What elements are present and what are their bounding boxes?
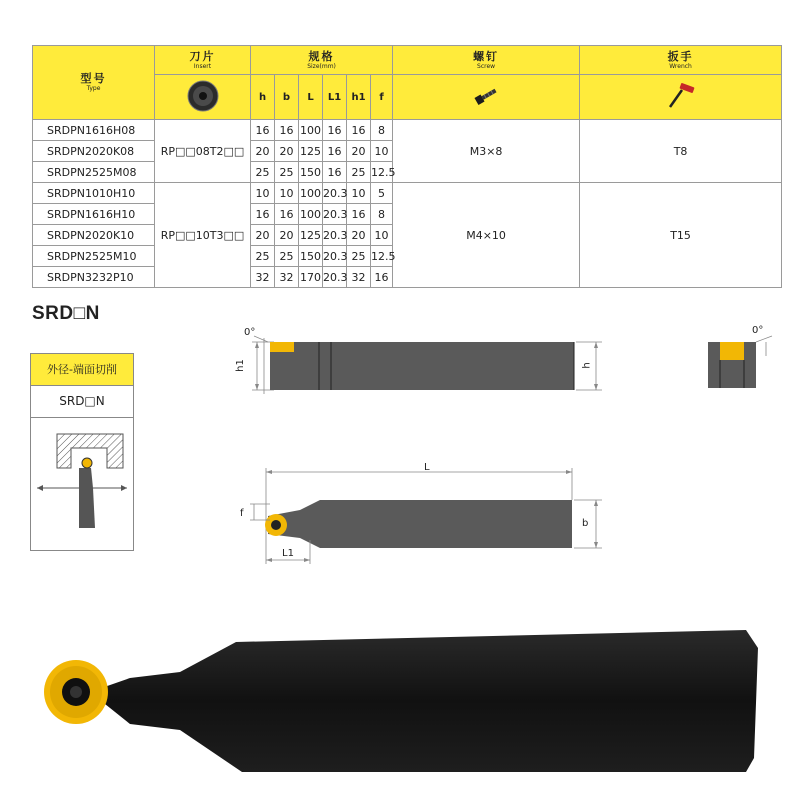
type-cell: SRDPN1616H08	[33, 120, 155, 141]
dim-cell: 20.3	[323, 246, 347, 267]
L1-label: L1	[282, 548, 294, 559]
dim-cell: 20	[251, 141, 275, 162]
dim-cell: 16	[347, 120, 371, 141]
dim-cell: 20	[275, 141, 299, 162]
wrench-header: 扳手 Wrench	[580, 46, 782, 75]
application-box	[30, 353, 134, 551]
application-model: SRD□N	[31, 386, 133, 418]
dim-cell: 25	[251, 162, 275, 183]
side-view-drawing	[224, 322, 614, 402]
dim-cell: 20.3	[323, 225, 347, 246]
dim-cell: 20	[275, 225, 299, 246]
dim-cell: 32	[251, 267, 275, 288]
dim-cell: 16	[323, 141, 347, 162]
type-cell: SRDPN1010H10	[33, 183, 155, 204]
dim-cell: 150	[299, 162, 323, 183]
dim-cell: 12.5	[371, 162, 393, 183]
dim-cell: 125	[299, 141, 323, 162]
dim-cell: 100	[299, 183, 323, 204]
dim-cell: 16	[251, 204, 275, 225]
dim-cell: 16	[275, 120, 299, 141]
dim-header-f: f	[371, 75, 393, 120]
dim-cell: 25	[275, 162, 299, 183]
insert-cell: RP□□08T2□□	[155, 120, 251, 183]
dim-cell: 25	[347, 246, 371, 267]
h-label: h	[581, 362, 593, 369]
dim-cell: 20.3	[323, 183, 347, 204]
type-cell: SRDPN2525M10	[33, 246, 155, 267]
dim-cell: 10	[371, 141, 393, 162]
wrench-cell: T8	[580, 120, 782, 183]
angle-side-label: 0°	[244, 327, 256, 338]
dim-cell: 16	[371, 267, 393, 288]
screw-image-cell	[393, 75, 580, 120]
dim-cell: 16	[323, 162, 347, 183]
dim-cell: 25	[275, 246, 299, 267]
dim-cell: 16	[323, 120, 347, 141]
dim-cell: 16	[347, 204, 371, 225]
table-row	[33, 120, 782, 141]
dim-cell: 125	[299, 225, 323, 246]
screw-cell: M3×8	[393, 120, 580, 183]
dim-cell: 8	[371, 120, 393, 141]
dim-cell: 5	[371, 183, 393, 204]
insert-icon	[185, 79, 221, 113]
spec-table	[32, 45, 782, 288]
type-cell: SRDPN2525M08	[33, 162, 155, 183]
dim-cell: 20.3	[323, 204, 347, 225]
dim-header-h: h	[251, 75, 275, 120]
dim-header-L: L	[299, 75, 323, 120]
dim-cell: 20	[347, 225, 371, 246]
dim-cell: 25	[347, 162, 371, 183]
insert-cell: RP□□10T3□□	[155, 183, 251, 288]
dim-cell: 16	[275, 204, 299, 225]
screw-cell: M4×10	[393, 183, 580, 288]
dim-header-L1: L1	[323, 75, 347, 120]
dim-cell: 16	[251, 120, 275, 141]
type-cell: SRDPN2020K10	[33, 225, 155, 246]
product-photo	[30, 620, 780, 790]
application-diagram	[31, 418, 133, 548]
model-title: SRD□N	[32, 303, 100, 324]
type-cell: SRDPN1616H10	[33, 204, 155, 225]
b-label: b	[582, 518, 589, 529]
dim-cell: 12.5	[371, 246, 393, 267]
insert-image-cell	[155, 75, 251, 120]
dim-cell: 100	[299, 120, 323, 141]
dim-cell: 8	[371, 204, 393, 225]
dim-cell: 10	[275, 183, 299, 204]
dim-cell: 20	[347, 141, 371, 162]
dim-cell: 10	[251, 183, 275, 204]
table-row	[33, 183, 782, 204]
screw-header: 螺钉 Screw	[393, 46, 580, 75]
dim-cell: 32	[275, 267, 299, 288]
type-header: 型号 Type	[33, 46, 155, 120]
h1-label: h1	[234, 359, 246, 372]
end-view-drawing	[700, 326, 780, 390]
type-cell: SRDPN3232P10	[33, 267, 155, 288]
angle-end-label: 0°	[752, 325, 764, 336]
wrench-cell: T15	[580, 183, 782, 288]
dim-cell: 10	[347, 183, 371, 204]
dim-cell: 170	[299, 267, 323, 288]
application-title: 外径-端面切削	[31, 354, 133, 386]
f-label: f	[240, 508, 244, 519]
wrench-image-cell	[580, 75, 782, 120]
dim-cell: 20.3	[323, 267, 347, 288]
L-label: L	[424, 462, 430, 473]
dim-cell: 150	[299, 246, 323, 267]
dim-cell: 32	[347, 267, 371, 288]
screw-icon	[471, 84, 501, 108]
size-header: 规格 Size(mm)	[251, 46, 393, 75]
dim-header-b: b	[275, 75, 299, 120]
insert-header: 刀片 Insert	[155, 46, 251, 75]
dim-cell: 10	[371, 225, 393, 246]
dim-cell: 20	[251, 225, 275, 246]
dim-cell: 25	[251, 246, 275, 267]
dim-cell: 100	[299, 204, 323, 225]
type-cell: SRDPN2020K08	[33, 141, 155, 162]
dim-header-h1: h1	[347, 75, 371, 120]
wrench-icon	[664, 81, 698, 111]
